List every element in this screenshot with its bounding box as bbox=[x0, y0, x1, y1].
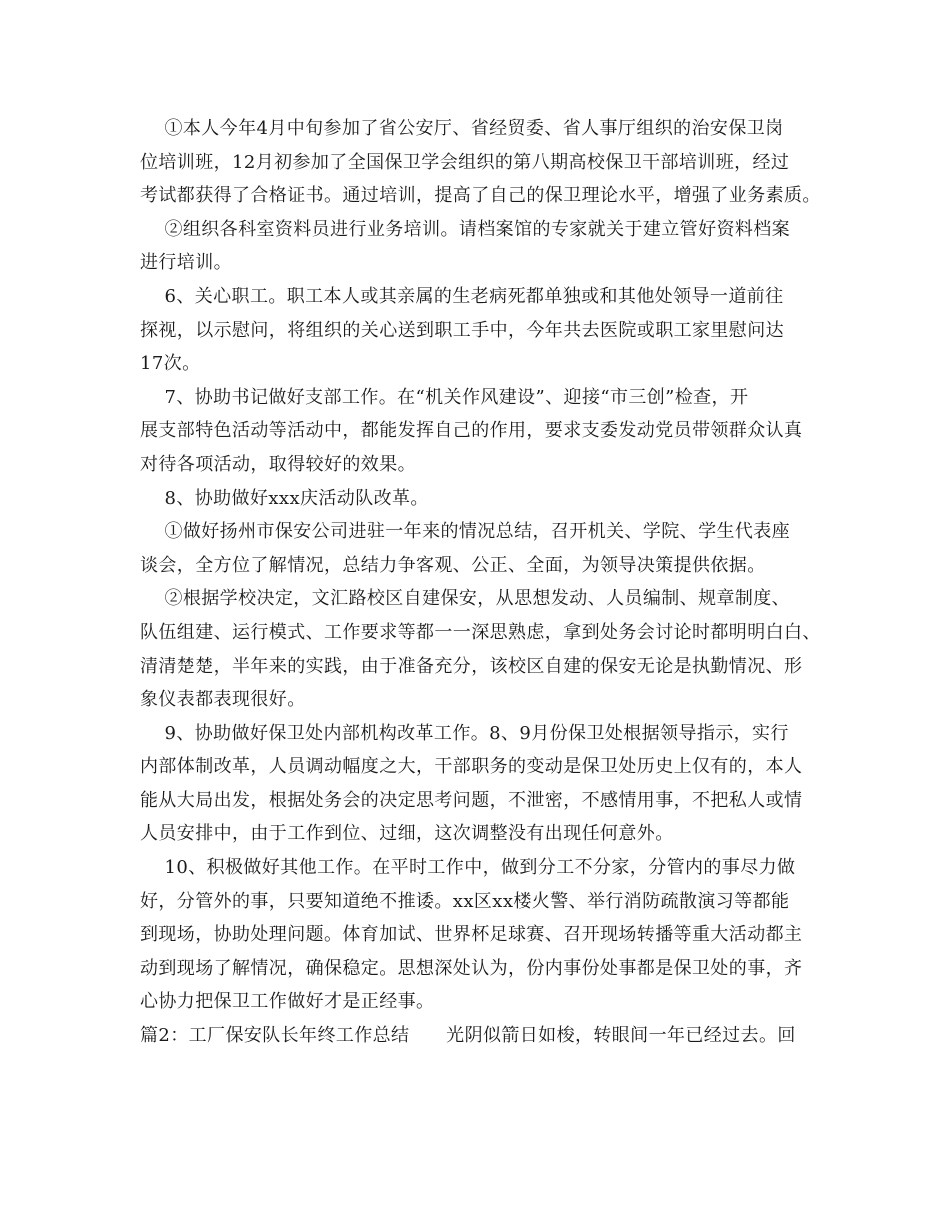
paragraph-campus-security bbox=[140, 582, 821, 716]
text-line: 好，分管外的事，只要知道绝不推诿。xx区xx楼火警、举行消防疏散演习等都能 bbox=[140, 890, 790, 912]
text-line: 9、协助做好保卫处内部机构改革工作。8、9月份保卫处根据领导指示，实行 bbox=[140, 722, 789, 744]
text-line: ①做好扬州市保安公司进驻一年来的情况总结，召开机关、学院、学生代表座 bbox=[140, 521, 791, 543]
text-line: ②组织各科室资料员进行业务培训。请档案馆的专家就关于建立管好资料档案 bbox=[140, 218, 791, 240]
paragraph-archive-training bbox=[140, 213, 815, 280]
document-body bbox=[140, 112, 821, 1053]
text-line: 10、积极做好其他工作。在平时工作中，做到分工不分家，分管内的事尽力做 bbox=[140, 857, 796, 879]
paragraph-team-reform bbox=[140, 482, 815, 516]
text-line: 象仪表都表现很好。 bbox=[140, 689, 306, 711]
text-line: 到现场，协助处理问题。体育加试、世界杯足球赛、召开现场转播等重大活动都主 bbox=[140, 924, 803, 946]
text-line: 动到现场了解情况，确保稳定。思想深处认为，份内事份处事都是保卫处的事，齐 bbox=[140, 957, 803, 979]
text-line: 能从大局出发，根据处务会的决定思考问题，不泄密，不感情用事，不把私人或情 bbox=[140, 789, 803, 811]
text-line: 篇2：工厂保安队长年终工作总结 光阴似箭日如梭，转眼间一年已经过去。回 bbox=[140, 1025, 796, 1047]
text-line: ①本人今年4月中旬参加了省公安厅、省经贸委、省人事厅组织的治安保卫岗 bbox=[140, 118, 784, 139]
paragraph-training-certificate bbox=[140, 112, 821, 213]
text-line: 对待各项活动，取得较好的效果。 bbox=[140, 453, 416, 475]
paragraph-security-company-summary bbox=[140, 515, 815, 582]
text-line: 心协力把保卫工作做好才是正经事。 bbox=[140, 991, 435, 1013]
text-line: 探视，以示慰问，将组织的关心送到职工手中，今年共去医院或职工家里慰问达 bbox=[140, 319, 784, 341]
section-heading-part2 bbox=[140, 1019, 815, 1053]
text-line: 考试都获得了合格证书。通过培训，提高了自己的保卫理论水平，增强了业务素质。 bbox=[140, 185, 821, 207]
text-line: 内部体制改革，人员调动幅度之大，干部职务的变动是保卫处历史上仅有的，本人 bbox=[140, 756, 803, 778]
text-line: 展支部特色活动等活动中，都能发挥自己的作用，要求支委发动党员带领群众认真 bbox=[140, 420, 803, 442]
paragraph-care-staff bbox=[140, 280, 815, 381]
text-line: 进行培训。 bbox=[140, 252, 232, 274]
paragraph-other-work bbox=[140, 851, 815, 1019]
text-line: ②根据学校决定，文汇路校区自建保安，从思想发动、人员编制、规章制度、 bbox=[140, 588, 791, 610]
text-line: 清清楚楚，半年来的实践，由于准备充分，该校区自建的保安无论是执勤情况、形 bbox=[140, 655, 803, 677]
text-line: 谈会，全方位了解情况，总结力争客观、公正、全面，为领导决策提供依据。 bbox=[140, 554, 766, 576]
text-line: 人员安排中，由于工作到位、过细，这次调整没有出现任何意外。 bbox=[140, 823, 674, 845]
text-line: 位培训班，12月初参加了全国保卫学会组织的第八期高校保卫干部培训班，经过 bbox=[140, 151, 790, 173]
paragraph-internal-reform bbox=[140, 717, 815, 851]
text-line: 17次。 bbox=[140, 353, 201, 375]
text-line: 队伍组建、运行模式、工作要求等都一一深思熟虑，拿到处务会讨论时都明明白白、 bbox=[140, 621, 821, 643]
text-line: 8、协助做好xxx庆活动队改革。 bbox=[140, 487, 429, 509]
text-line: 7、协助书记做好支部工作。在“机关作风建设”、迎接“市三创”检查，开 bbox=[140, 386, 749, 408]
paragraph-party-branch bbox=[140, 381, 815, 482]
text-line: 6、关心职工。职工本人或其亲属的生老病死都单独或和其他处领导一道前往 bbox=[140, 285, 784, 307]
